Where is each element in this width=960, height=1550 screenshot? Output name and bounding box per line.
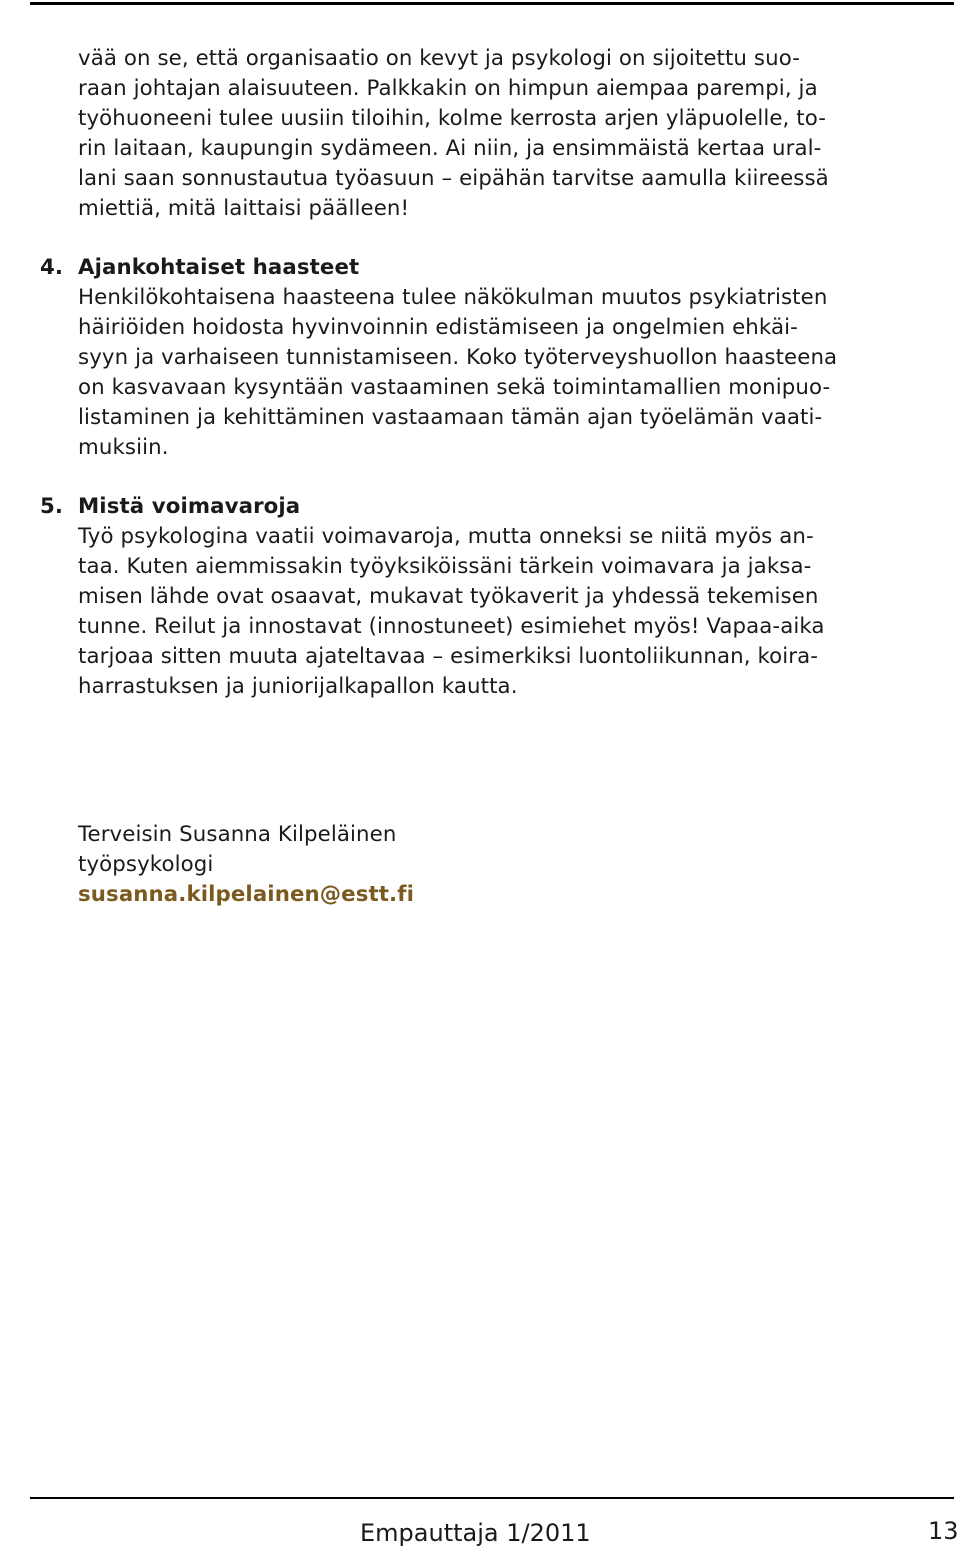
section-5-line: misen lähde ovat osaavat, mukavat työkaverit ja yhdessä tekemisen [78,584,819,609]
publication-title: Empauttaja 1/2011 [360,1519,591,1547]
signature-greeting: Terveisin Susanna Kilpeläinen [78,822,397,847]
section-4-number: 4. [40,255,63,280]
section-4-line: muksiin. [78,435,169,460]
section-5-number: 5. [40,494,63,519]
intro-line: työhuoneeni tulee uusiin tiloihin, kolme kerrosta arjen yläpuolelle, to- [78,106,827,131]
section-5-line: harrastuksen ja juniorijalkapallon kautta. [78,674,518,699]
bottom-rule [30,1497,954,1499]
intro-line: vää on se, että organisaatio on kevyt ja psykologi on sijoitettu suo- [78,46,800,71]
page-number: 13 [928,1517,959,1545]
section-4-line: syyn ja varhaiseen tunnistamiseen. Koko työterveyshuollon haasteena [78,345,838,370]
intro-paragraph [78,44,829,224]
signature-email-link[interactable]: susanna.kilpelainen@estt.fi [78,882,414,907]
intro-line: miettiä, mitä laittaisi päälleen! [78,196,410,221]
section-5-line: taa. Kuten aiemmissakin työyksiköissäni tärkein voimavara ja jaksa- [78,554,812,579]
section-4-line: häiriöiden hoidosta hyvinvoinnin edistämiseen ja ongelmien ehkäi- [78,315,798,340]
intro-line: lani saan sonnustautua työasuun – eipähän tarvitse aamulla kiireessä [78,166,829,191]
section-4 [78,253,837,463]
signature [78,820,414,910]
section-5-line: tunne. Reilut ja innostavat (innostuneet) esimiehet myös! Vapaa-aika [78,614,825,639]
section-4-line: listaminen ja kehittäminen vastaamaan tämän ajan työelämän vaati- [78,405,823,430]
signature-title: työpsykologi [78,852,214,877]
intro-line: raan johtajan alaisuuteen. Palkkakin on himpun aiempaa parempi, ja [78,76,818,101]
section-5-heading: Mistä voimavaroja [78,494,301,519]
section-4-heading: Ajankohtaiset haasteet [78,255,360,280]
section-5 [78,492,825,702]
section-4-line: on kasvavaan kysyntään vastaaminen sekä toimintamallien monipuo- [78,375,831,400]
section-4-line: Henkilökohtaisena haasteena tulee näkökulman muutos psykiatristen [78,285,828,310]
intro-line: rin laitaan, kaupungin sydämeen. Ai niin, ja ensimmäistä kertaa ural- [78,136,822,161]
section-5-line: Työ psykologina vaatii voimavaroja, mutta onneksi se niitä myös an- [78,524,814,549]
section-5-line: tarjoaa sitten muuta ajateltavaa – esimerkiksi luontoliikunnan, koira- [78,644,819,669]
top-rule [30,2,954,5]
